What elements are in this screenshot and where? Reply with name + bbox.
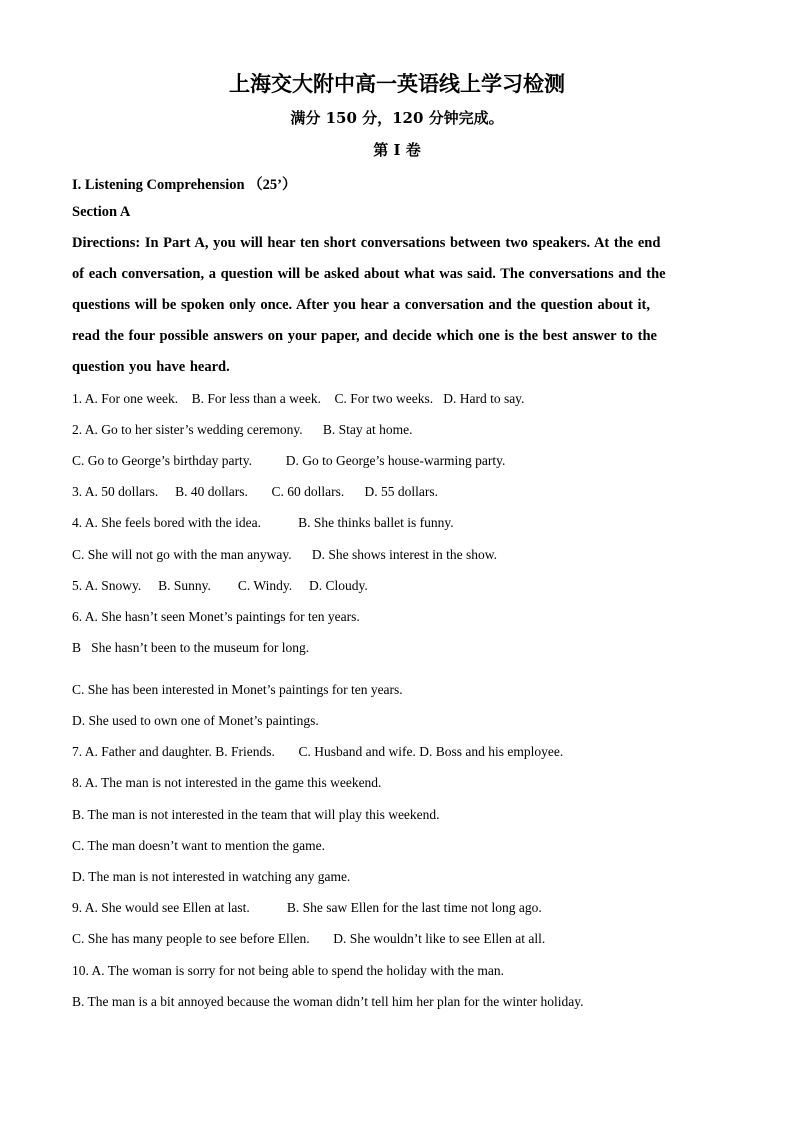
question-line: D. The man is not interested in watching any game. [72, 869, 351, 884]
question-line: 6. A. She hasn’t seen Monet’s paintings for ten years. [72, 609, 360, 624]
question-line: B. The man is not interested in the team that will play this weekend. [72, 807, 440, 822]
directions-line: read the four possible answers on your paper, and decide which one is the best answer to the [72, 328, 657, 344]
question-line: C. The man doesn’t want to mention the game. [72, 838, 325, 853]
directions-line: of each conversation, a question will be asked about what was said. The conversations and the [72, 266, 666, 282]
question-line: C. She will not go with the man anyway. D. She shows interest in the show. [72, 547, 497, 562]
directions-line: question you have heard. [72, 359, 230, 375]
question-line: C. She has many people to see before Ellen. D. She wouldn’t like to see Ellen at all. [72, 931, 546, 946]
volume-label: 第 I 卷 [373, 141, 421, 159]
question-line: 2. A. Go to her sister’s wedding ceremony. B. Stay at home. [72, 422, 413, 437]
question-line: 10. A. The woman is sorry for not being able to spend the holiday with the man. [72, 963, 505, 978]
exam-title: 上海交大附中高一英语线上学习检测 [229, 71, 565, 96]
directions-line: Directions: In Part A, you will hear ten short conversations between two speakers. At the end [72, 235, 661, 251]
question-line: 5. A. Snowy. B. Sunny. C. Windy. D. Cloudy. [72, 578, 368, 593]
question-line: B She hasn’t been to the museum for long. [72, 640, 310, 655]
question-line: B. The man is a bit annoyed because the woman didn’t tell him her plan for the winter holiday. [72, 994, 584, 1009]
question-line: 3. A. 50 dollars. B. 40 dollars. C. 60 dollars. D. 55 dollars. [72, 484, 438, 499]
directions-line: questions will be spoken only once. After you hear a conversation and the question about it, [72, 297, 651, 313]
exam-subtitle: 满分 150 分，120 分钟完成。 [290, 109, 504, 127]
question-line: 1. A. For one week. B. For less than a week. C. For two weeks. D. Hard to say. [72, 391, 525, 406]
question-line: 8. A. The man is not interested in the game this weekend. [72, 775, 382, 790]
question-line: C. Go to George’s birthday party. D. Go to George’s house-warming party. [72, 453, 506, 468]
question-line: D. She used to own one of Monet’s paintings. [72, 713, 319, 728]
question-line: 7. A. Father and daughter. B. Friends. C. Husband and wife. D. Boss and his employee. [72, 744, 564, 759]
part-heading: Section A [72, 204, 131, 220]
question-line: 9. A. She would see Ellen at last. B. She saw Ellen for the last time not long ago. [72, 900, 542, 915]
question-line: 4. A. She feels bored with the idea. B. She thinks ballet is funny. [72, 515, 454, 530]
section-heading: I. Listening Comprehension （25’） [72, 177, 297, 193]
question-line: C. She has been interested in Monet’s paintings for ten years. [72, 682, 403, 697]
